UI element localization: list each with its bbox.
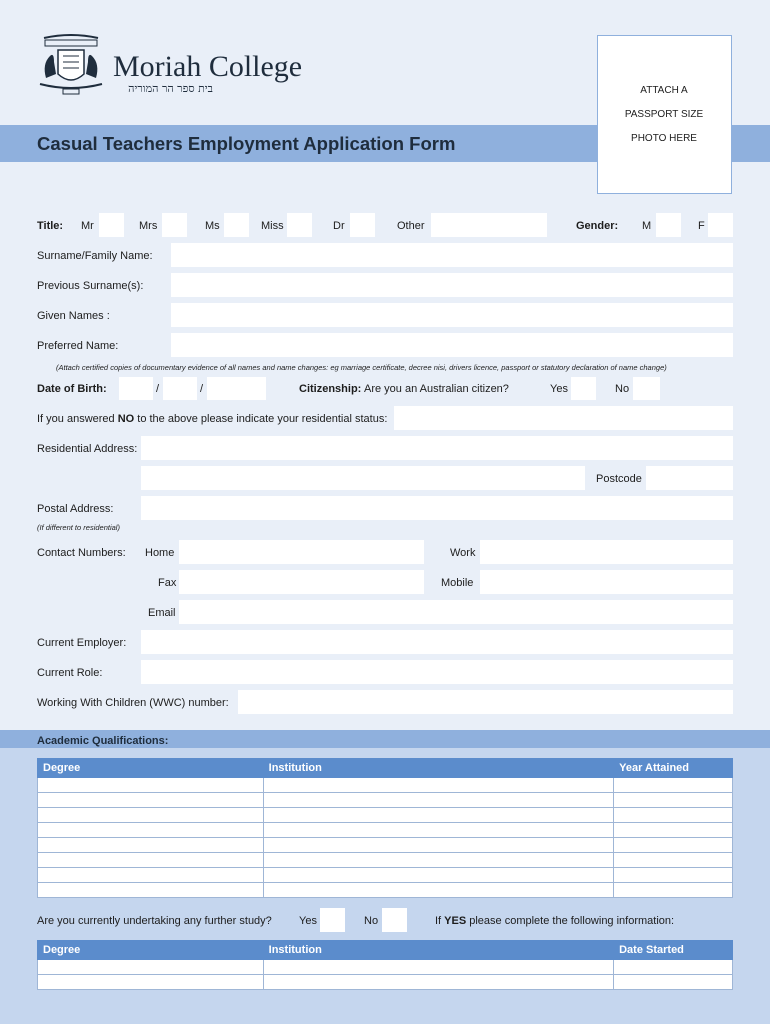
title-miss-box[interactable]: [287, 213, 312, 237]
postcode-field[interactable]: [646, 466, 733, 490]
study-col-degree: Degree: [38, 941, 264, 960]
home-phone-field[interactable]: [179, 540, 424, 564]
table-cell[interactable]: [614, 778, 733, 793]
work-label: Work: [450, 547, 476, 559]
table-row: [38, 838, 733, 853]
postal-address-note: (If different to residential): [37, 523, 120, 532]
table-cell[interactable]: [614, 793, 733, 808]
postal-address-field[interactable]: [141, 496, 733, 520]
table-cell[interactable]: [38, 793, 264, 808]
table-row: [38, 975, 733, 990]
academic-col-year: Year Attained: [614, 759, 733, 778]
citizen-no-box[interactable]: [633, 377, 660, 400]
mobile-label: Mobile: [441, 577, 474, 589]
wwc-label: Working With Children (WWC) number:: [37, 697, 229, 709]
study-table: [37, 940, 733, 990]
table-cell[interactable]: [614, 808, 733, 823]
instruction-yes: YES: [444, 915, 467, 927]
form-title: Casual Teachers Employment Application Form: [37, 133, 456, 154]
status-text-pre: If you answered: [37, 413, 118, 425]
table-cell[interactable]: [263, 975, 613, 990]
fax-label: Fax: [158, 577, 177, 589]
title-dr-box[interactable]: [350, 213, 375, 237]
instruction-pre: If: [435, 915, 445, 927]
study-table-body: [38, 960, 733, 990]
academic-table: [37, 758, 733, 898]
title-option-ms: Ms: [205, 220, 220, 232]
table-cell[interactable]: [38, 975, 264, 990]
citizen-yes-label: Yes: [550, 383, 568, 395]
table-row: [38, 808, 733, 823]
work-phone-field[interactable]: [480, 540, 733, 564]
table-cell[interactable]: [614, 975, 733, 990]
title-mr-box[interactable]: [99, 213, 124, 237]
title-label: Title:: [37, 220, 64, 232]
status-text-post: to the above please indicate your residential status:: [134, 413, 388, 425]
study-col-date: Date Started: [614, 941, 733, 960]
table-cell[interactable]: [614, 960, 733, 975]
academic-table-body: [38, 778, 733, 898]
mobile-field[interactable]: [480, 570, 733, 594]
title-mrs-box[interactable]: [162, 213, 187, 237]
dob-separator-2: /: [200, 383, 204, 395]
study-table-header: [38, 941, 733, 960]
table-cell[interactable]: [263, 838, 613, 853]
hebrew-name: בית ספר הר המוריה: [128, 82, 213, 95]
current-role-field[interactable]: [141, 660, 733, 684]
gender-label: Gender:: [576, 220, 619, 232]
academic-heading: Academic Qualifications:: [37, 735, 169, 747]
further-study-yes-box[interactable]: [320, 908, 345, 932]
residential-address-field-2[interactable]: [141, 466, 585, 490]
further-study-instruction: [435, 914, 674, 928]
crest-icon: [36, 34, 106, 96]
title-ms-box[interactable]: [224, 213, 249, 237]
table-cell[interactable]: [614, 853, 733, 868]
study-col-institution: Institution: [263, 941, 613, 960]
status-text-no: NO: [117, 413, 135, 425]
table-cell[interactable]: [38, 853, 264, 868]
table-cell[interactable]: [263, 793, 613, 808]
citizen-yes-box[interactable]: [571, 377, 596, 400]
home-label: Home: [145, 547, 175, 559]
table-cell[interactable]: [614, 883, 733, 898]
academic-table-header: [38, 759, 733, 778]
dob-month-field[interactable]: [163, 377, 197, 400]
college-name: Moriah College: [113, 50, 303, 83]
table-row: [38, 883, 733, 898]
title-option-dr: Dr: [333, 220, 345, 232]
surname-field[interactable]: [171, 243, 733, 267]
table-cell[interactable]: [38, 960, 264, 975]
table-cell[interactable]: [38, 868, 264, 883]
instruction-post: please complete the following information:: [466, 915, 675, 927]
table-cell[interactable]: [263, 823, 613, 838]
table-row: [38, 823, 733, 838]
further-study-no-box[interactable]: [382, 908, 407, 932]
table-cell[interactable]: [614, 868, 733, 883]
further-study-no-label: No: [364, 915, 379, 927]
photo-box[interactable]: [597, 35, 732, 194]
table-row: [38, 778, 733, 793]
table-cell[interactable]: [38, 778, 264, 793]
table-row: [38, 853, 733, 868]
surname-label: Surname/Family Name:: [37, 250, 153, 262]
title-other-field[interactable]: [431, 213, 547, 237]
citizenship-question: Are you an Australian citizen?: [364, 383, 509, 395]
current-employer-label: Current Employer:: [37, 637, 127, 649]
dob-year-field[interactable]: [207, 377, 266, 400]
gender-f-box[interactable]: [708, 213, 733, 237]
college-logo: [36, 34, 106, 96]
dob-label: Date of Birth:: [37, 383, 107, 395]
citizen-no-label: No: [615, 383, 630, 395]
email-label: Email: [148, 607, 176, 619]
gender-option-m: M: [642, 220, 652, 232]
residential-status-field[interactable]: [394, 406, 733, 430]
residential-address-label: Residential Address:: [37, 443, 138, 455]
postal-address-label: Postal Address:: [37, 503, 114, 515]
title-option-other: Other: [397, 220, 425, 232]
table-row: [38, 960, 733, 975]
given-names-field[interactable]: [171, 303, 733, 327]
photo-box-line-1: ATTACH A: [640, 85, 688, 96]
title-option-miss: Miss: [261, 220, 284, 232]
table-cell[interactable]: [263, 808, 613, 823]
residential-status-label: [37, 412, 387, 426]
dob-day-field[interactable]: [119, 377, 153, 400]
table-cell[interactable]: [263, 778, 613, 793]
current-role-label: Current Role:: [37, 667, 103, 679]
table-cell[interactable]: [38, 838, 264, 853]
given-names-label: Given Names :: [37, 310, 110, 322]
table-cell[interactable]: [263, 853, 613, 868]
table-cell[interactable]: [614, 823, 733, 838]
citizenship-label: Citizenship:: [299, 383, 362, 395]
contact-numbers-label: Contact Numbers:: [37, 547, 126, 559]
gender-option-f: F: [698, 220, 705, 232]
table-cell[interactable]: [263, 868, 613, 883]
table-cell[interactable]: [38, 883, 264, 898]
name-change-note: (Attach certified copies of documentary evidence of all names and name changes: eg marriage certificate, decree nisi, drivers licence, passport or statutory declaration of name change): [56, 363, 667, 372]
postcode-label: Postcode: [596, 473, 642, 485]
gender-m-box[interactable]: [656, 213, 681, 237]
table-cell[interactable]: [38, 808, 264, 823]
previous-surname-field[interactable]: [171, 273, 733, 297]
title-option-mrs: Mrs: [139, 220, 158, 232]
residential-address-field-1[interactable]: [141, 436, 733, 460]
email-field[interactable]: [179, 600, 733, 624]
table-cell[interactable]: [38, 823, 264, 838]
title-option-mr: Mr: [81, 220, 94, 232]
academic-col-institution: Institution: [263, 759, 613, 778]
table-row: [38, 793, 733, 808]
photo-box-line-2: PASSPORT SIZE: [624, 109, 704, 120]
wwc-field[interactable]: [238, 690, 733, 714]
dob-separator-1: /: [156, 383, 160, 395]
academic-col-degree: Degree: [38, 759, 264, 778]
table-cell[interactable]: [614, 838, 733, 853]
table-row: [38, 868, 733, 883]
table-cell[interactable]: [263, 883, 613, 898]
photo-box-line-3: PHOTO HERE: [631, 133, 697, 144]
previous-surname-label: Previous Surname(s):: [37, 280, 144, 292]
current-employer-field[interactable]: [141, 630, 733, 654]
preferred-name-field[interactable]: [171, 333, 733, 357]
further-study-question: Are you currently undertaking any further study?: [37, 915, 272, 927]
table-cell[interactable]: [263, 960, 613, 975]
further-study-yes-label: Yes: [299, 915, 317, 927]
preferred-name-label: Preferred Name:: [37, 340, 119, 352]
fax-field[interactable]: [179, 570, 424, 594]
